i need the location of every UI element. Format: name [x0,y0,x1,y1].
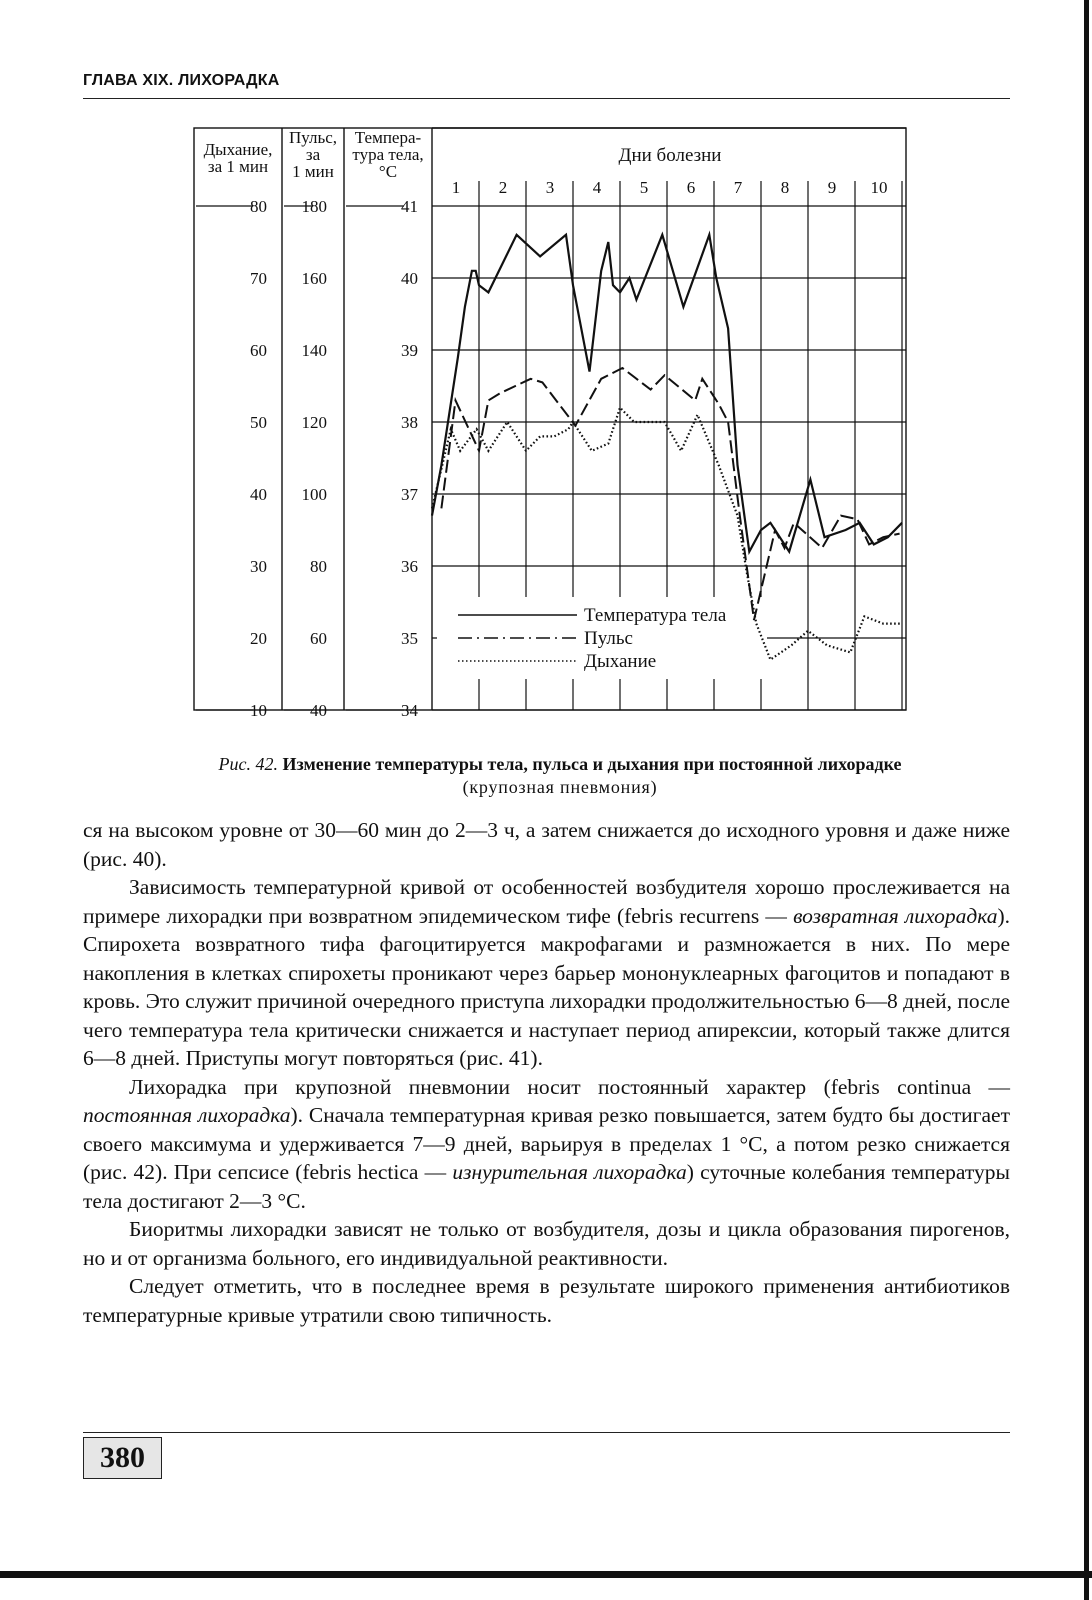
axis-tick-label: 36 [401,557,418,576]
figure-caption [150,753,970,799]
axis-tick-label: 37 [401,485,418,504]
axis-tick-label: 39 [401,341,418,360]
term-hectica: изнурительная лихорадка [452,1160,687,1184]
axis-tick-label: 40 [401,269,418,288]
axis-tick-label: 20 [250,629,267,648]
axis-tick-label: 160 [301,269,327,288]
x-tick-label: 1 [451,178,461,197]
paragraph-2 [83,873,1010,1073]
axis-tick-label: 60 [250,341,267,360]
x-tick-label: 10 [870,178,888,197]
axis-tick-label: 40 [250,485,267,504]
axis-header-line: Темпера- [354,128,422,147]
paragraph-1 [83,816,1010,873]
axis-tick-label: 70 [250,269,267,288]
legend-label: Пульс [584,628,633,649]
x-tick-label: 6 [686,178,696,197]
paragraph-3-text-b: ). Сначала температурная кривая резко повышается, затем будто бы достигает своего максимума и удерживается 7—9 дней, варьируя в пределах 1 °C, а потом резко снижается (рис. 42). При сепсисе (febris hectica — [83,1103,1010,1184]
axis-tick-label: 120 [301,413,327,432]
axis-header-line: °C [378,162,398,181]
axis-tick-label: 41 [401,197,418,216]
term-recurrens: возвратная лихорадка [793,903,998,928]
paragraph-4 [83,1215,1010,1272]
axis-tick-label: 10 [250,701,267,719]
figure-subtitle: (крупозная пневмония) [462,777,658,797]
x-tick-label: 8 [780,178,790,197]
x-tick-label: 3 [545,178,555,197]
axis-tick-label: 30 [250,557,267,576]
axis-tick-label: 80 [310,557,327,576]
axis-header-line: за [305,145,321,164]
axis-tick-label: 100 [301,485,327,504]
x-tick-label: 5 [639,178,649,197]
paragraph-2-text-a: Зависимость температурной кривой от особенностей возбудителя хорошо прослеживается на примере лихорадки при возвратном эпидемическом тифе (febris recurrens — [83,875,1010,928]
axis-header-line: Дыхание, [203,140,273,159]
chapter-title: ГЛАВА XIX. ЛИХОРАДКА [83,72,280,89]
legend-label: Температура тела [584,605,727,626]
axis-tick-label: 38 [401,413,418,432]
axis-tick-label: 34 [401,701,418,719]
axis-tick-label: 50 [250,413,267,432]
paragraph-2-text-b: ). Спирохета возвратного тифа фагоцитируется макрофагами и размножается в них. По мере накопления в клетках спирохеты проникают через барьер мононуклеарных фагоцитов и попадают в кровь. Это служит причиной очередного приступа лихорадки продолжительностью 6—8 дней, после чего температура тела критически снижается и наступает период апирексии, который также длится 6—8 дней. Приступы могут повторяться (рис. 41). [83,903,1011,1070]
footer-rule [83,1432,1010,1433]
fever-chart [185,123,910,719]
paragraph-1-text: ся на высоком уровне от 30—60 мин до 2—3 ч, а затем снижается до исходного уровня и даже ниже (рис. 40). [83,818,1010,871]
axis-tick-label: 80 [250,197,267,216]
legend-label: Дыхание [584,651,657,672]
axis-header-line: Пульс, [288,128,338,147]
page-edge-bottom [0,1571,1092,1578]
term-continua: постоянная лихорадка [83,1103,291,1127]
page-number: 380 [83,1437,162,1479]
x-tick-label: 4 [592,178,602,197]
figure-number: Рис. 42. [218,754,278,774]
axis-header-line: за 1 мин [207,157,269,176]
x-tick-label: 9 [827,178,837,197]
axis-tick-label: 180 [301,197,327,216]
axis-tick-label: 40 [310,701,327,719]
paragraph-3 [83,1073,1010,1216]
x-tick-label: 7 [733,178,743,197]
x-axis-label: Дни болезни [618,145,722,166]
paragraph-4-text: Биоритмы лихорадки зависят не только от возбудителя, дозы и цикла образования пирогенов, но и от организма больного, его индивидуальной реактивности. [83,1217,1010,1270]
axis-tick-label: 140 [301,341,327,360]
paragraph-5-text: Следует отметить, что в последнее время в результате широкого применения антибиотиков температурные кривые утратили свою типичность. [83,1274,1010,1327]
paragraph-5 [83,1272,1010,1329]
body-text [83,816,1010,1329]
paragraph-3-text-a: Лихорадка при крупозной пневмонии носит постоянный характер (febris continua — [129,1074,1010,1099]
x-tick-label: 2 [498,178,508,197]
axis-header-line: тура тела, [352,145,424,164]
paragraph-3-text-c: ) суточные колебания температуры тела достигают 2—3 °C. [83,1160,1010,1213]
figure-title: Изменение температуры тела, пульса и дыхания при постоянной лихорадке [282,754,902,774]
axis-tick-label: 35 [401,629,418,648]
page-edge-right [1084,0,1089,1600]
axis-header-line: 1 мин [292,162,334,181]
running-header [83,68,1010,99]
axis-tick-label: 60 [310,629,327,648]
